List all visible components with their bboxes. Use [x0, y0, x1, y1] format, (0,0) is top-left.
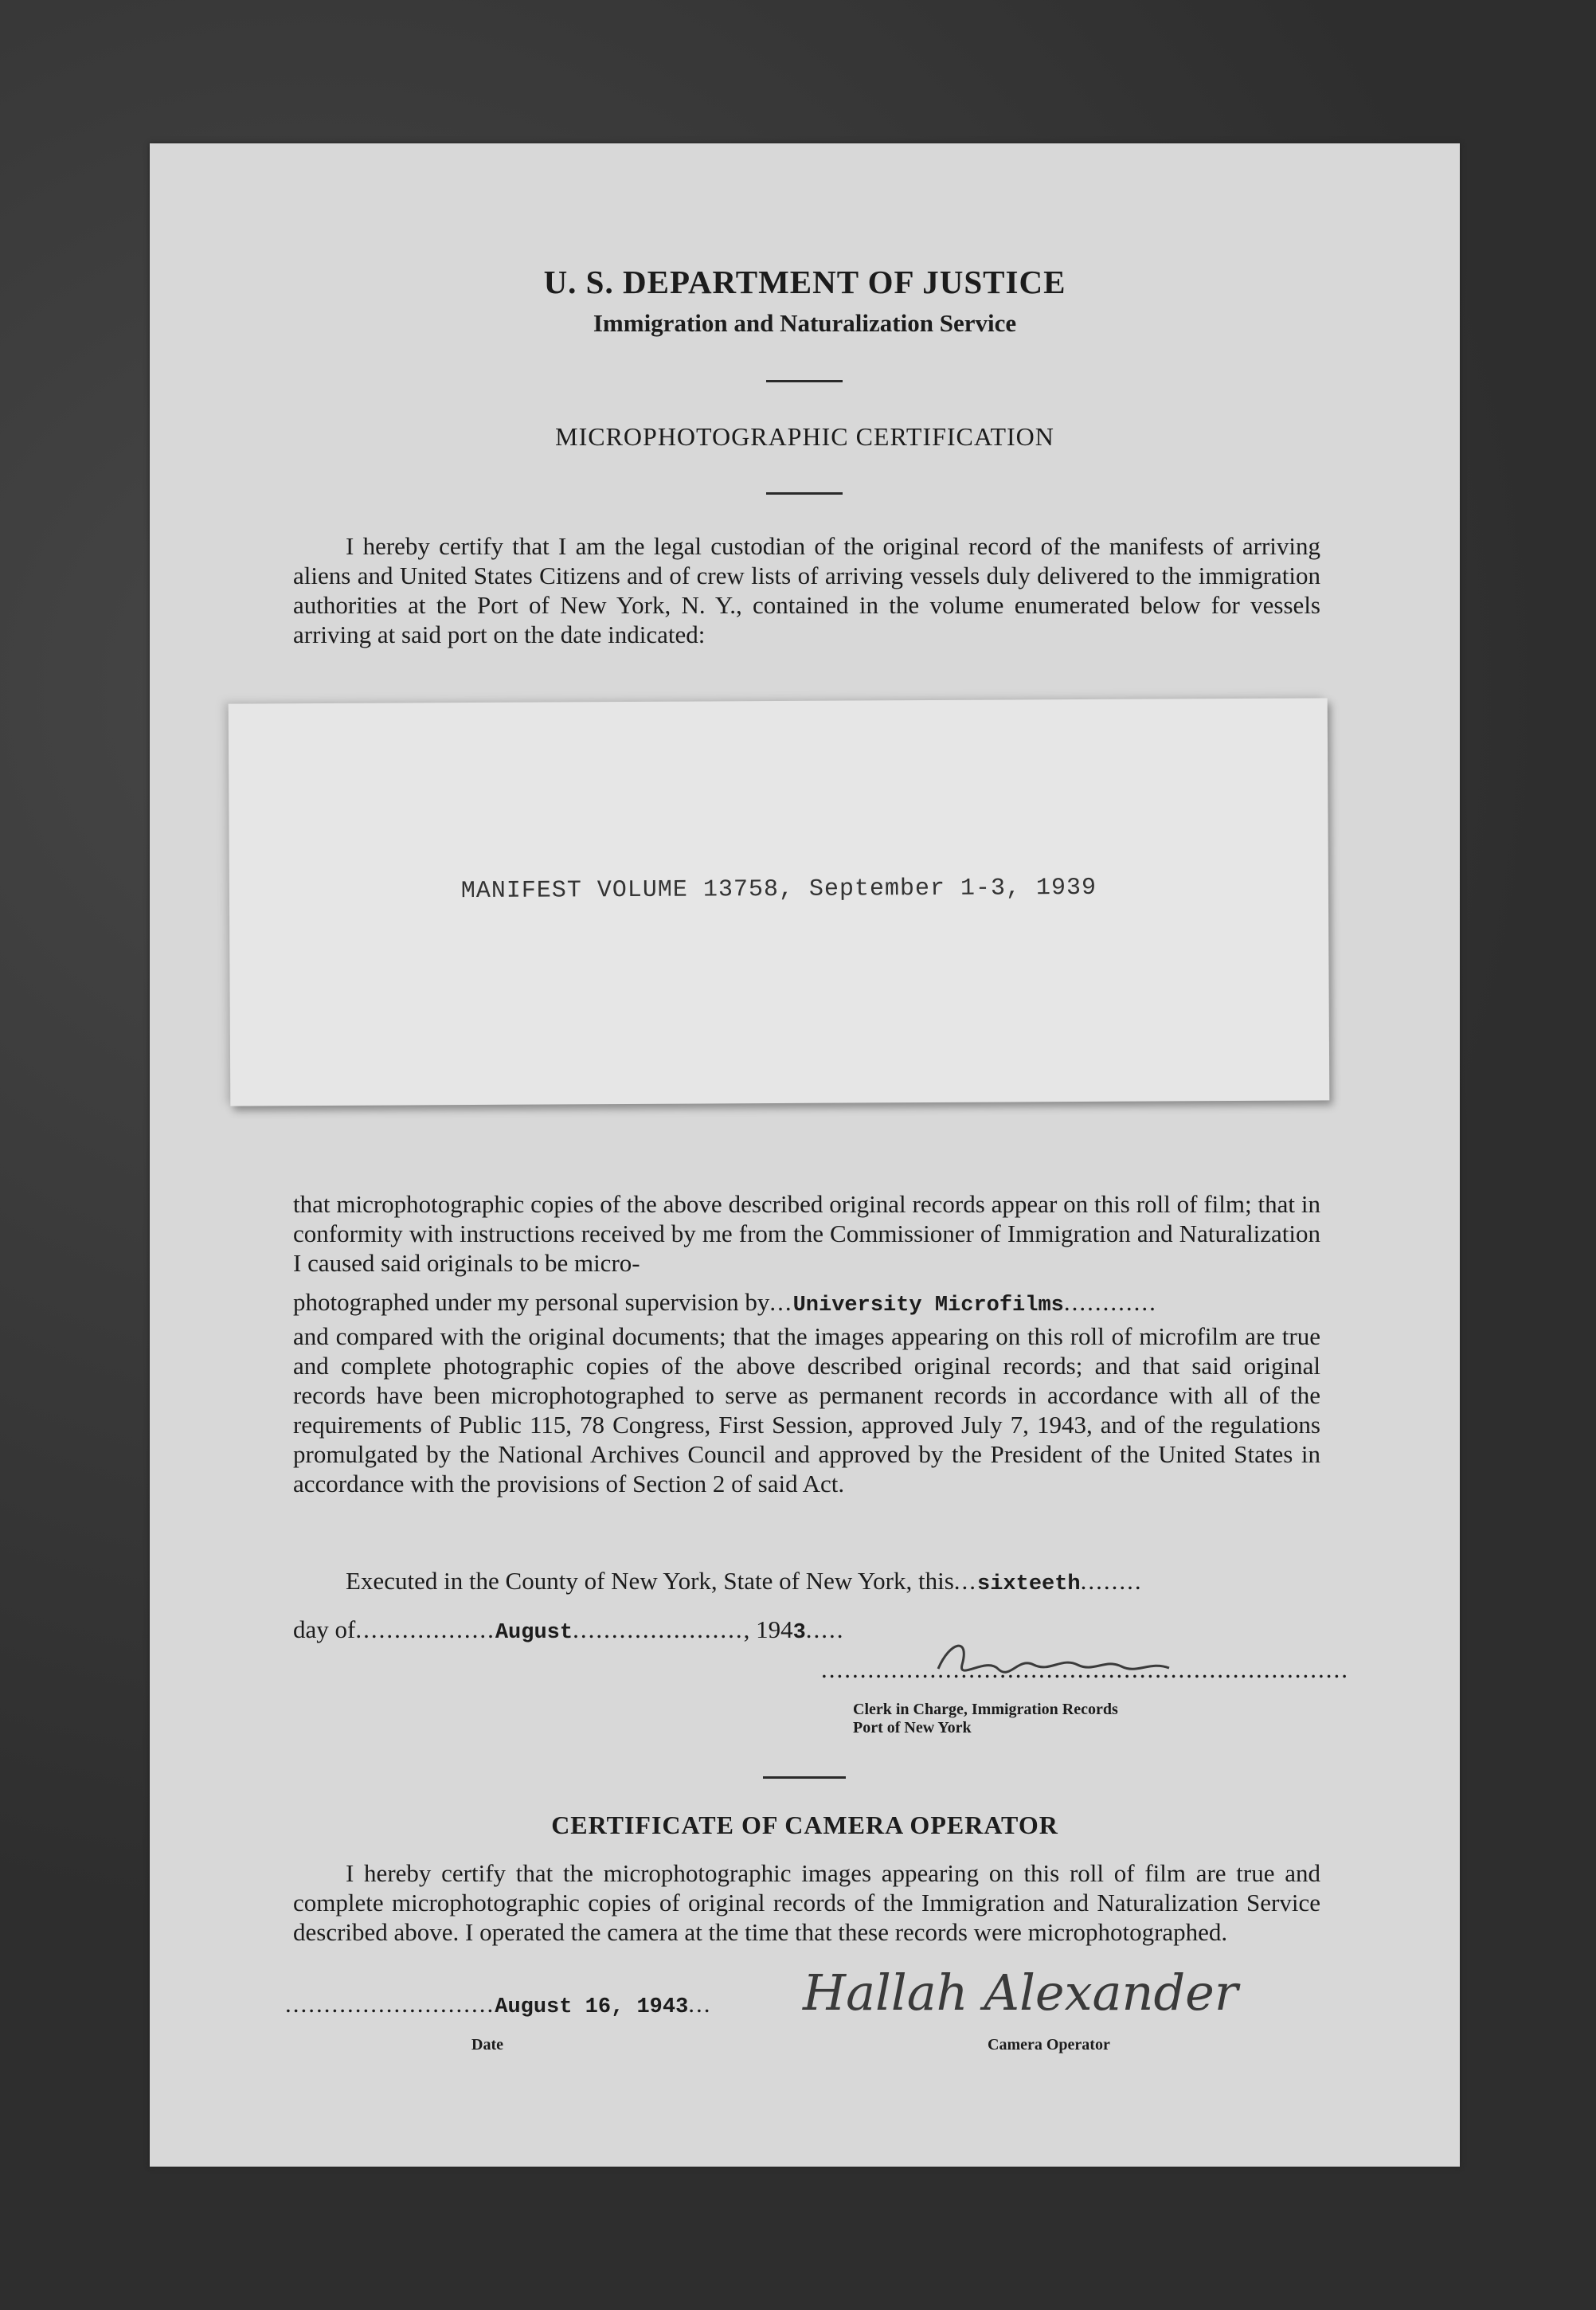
clerk-title-line2: Port of New York [853, 1719, 972, 1736]
executed-month: August [495, 1621, 573, 1645]
camera-date: August 16, 1943 [495, 1995, 689, 2019]
camera-operator-label: Camera Operator [988, 2036, 1110, 2054]
year-prefix: , 194 [743, 1615, 793, 1643]
clerk-title-line1: Clerk in Charge, Immigration Records [853, 1701, 1118, 1718]
service-heading: Immigration and Naturalization Service [593, 309, 1017, 337]
certification-title: MICROPHOTOGRAPHIC CERTIFICATION [555, 422, 1054, 451]
department-heading: U. S. DEPARTMENT OF JUSTICE [543, 264, 1066, 300]
executed-line: Executed in the County of New York, State of New York, this...sixteeth........ [346, 1567, 1143, 1596]
camera-certificate-title: CERTIFICATE OF CAMERA OPERATOR [551, 1811, 1058, 1839]
day-of-label: day of [293, 1615, 356, 1643]
certificate-sheet [150, 143, 1460, 2167]
body-paragraph-start: that microphotographic copies of the above described original records appear on this roll of film; that in conformity with instructions received by me from the Commissioner of Immigration and Naturalization I caused said originals to be micro- [293, 1190, 1320, 1277]
volume-slip [229, 698, 1330, 1106]
divider [766, 380, 843, 382]
year-digit: 3 [792, 1621, 806, 1645]
volume-slip-text: MANIFEST VOLUME 13758, September 1-3, 1939 [460, 874, 1097, 906]
executed-prefix: Executed in the County of New York, State of New York, this [346, 1567, 954, 1595]
body-paragraph-end: and compared with the original documents; that the images appearing on this roll of microfilm are true and complete photographic copies of the above described original records; and that said original records have been microphotographed to serve as permanent records in accordance with all of the requirements of Public 115, 78 Congress, First Session, approved July 7, 1943, and of the regulations promulgated by the National Archives Council and approved by the President of the United States in accordance with the provisions of Section 2 of said Act. [293, 1322, 1320, 1498]
date-line: ...........................August 16, 1943... [285, 1990, 712, 2019]
supervision-prefix: photographed under my personal supervision by [293, 1288, 770, 1316]
microfilm-company: University Microfilms [792, 1294, 1064, 1317]
executed-day: sixteeth [977, 1572, 1081, 1596]
camera-paragraph: I hereby certify that the microphotographic images appearing on this roll of film are true and complete microphotographic copies of original records of the Immigration and Naturalization Service described above. I operated the camera at the time that these records were microphotographed. [293, 1859, 1320, 1946]
intro-paragraph: I hereby certify that I am the legal custodian of the original record of the manifests of arriving aliens and United States Citizens and of crew lists of arriving vessels duly delivered to the immigration authorities at the Port of New York, N. Y., contained in the volume enumerated below for vessels arriving at said port on the date indicated: [293, 532, 1320, 648]
divider [763, 1776, 846, 1779]
day-of-line: day of..................August......................, 1943..... [293, 1615, 845, 1645]
clerk-signature-line: .................................................................... [821, 1655, 1349, 1683]
supervision-line: photographed under my personal supervision by...University Microfilms............ [293, 1288, 1157, 1317]
camera-operator-signature: Hallah Alexander [803, 1964, 1238, 2022]
date-label: Date [471, 2036, 503, 2054]
divider [766, 492, 843, 495]
